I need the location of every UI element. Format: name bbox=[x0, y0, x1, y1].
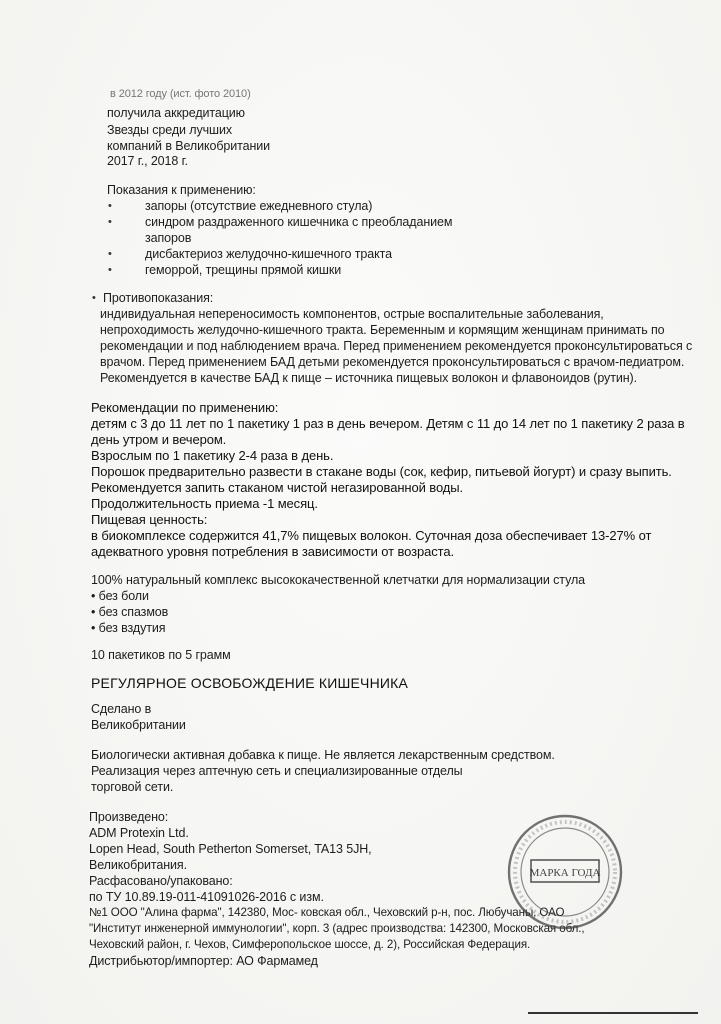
producer-line: Расфасовано/упаковано: bbox=[89, 874, 233, 888]
disclaimer-line: Реализация через аптечную сеть и специализированные отделы bbox=[91, 764, 463, 778]
producer-line: Произведено: bbox=[89, 810, 169, 824]
benefit-text: без боли bbox=[98, 589, 149, 603]
producer-line: Чеховский район, г. Чехов, Симферопольское шоссе, д. 2), Российская Федерация. bbox=[89, 938, 531, 951]
producer-line: "Институт инженерной иммунологии", корп. 3 (адрес производства: 142300, Московская обл., bbox=[89, 922, 585, 935]
bullet-icon: • bbox=[91, 621, 99, 635]
seal-stamp-icon bbox=[505, 812, 625, 932]
producer-line: Великобритания. bbox=[89, 858, 187, 872]
bullet-icon: • bbox=[108, 216, 112, 228]
indications-title: Показания к применению: bbox=[107, 183, 256, 197]
indication-item-cont: запоров bbox=[145, 231, 192, 245]
disclaimer-line: Биологически активная добавка к пище. Не является лекарственным средством. bbox=[91, 748, 555, 762]
usage-line: Продолжительность приема -1 месяц. bbox=[91, 496, 318, 511]
contraindications-line: рекомендации и под наблюдением врача. Перед применением рекомендуется проконсультироваться с bbox=[100, 339, 693, 353]
header-line-1: в 2012 году (ист. фото 2010) bbox=[110, 88, 251, 100]
producer-line: ADM Protexin Ltd. bbox=[89, 826, 189, 840]
benefit-item bbox=[91, 589, 149, 603]
bullet-icon: • bbox=[92, 292, 96, 304]
nutrition-line: адекватного уровня потребления в зависимости от возраста. bbox=[91, 544, 455, 559]
contraindications-line: индивидуальная непереносимость компонентов, острые воспалительные заболевания, bbox=[100, 307, 604, 321]
usage-line: детям с 3 до 11 лет по 1 пакетику 1 раз в день вечером. Детям с 11 до 14 лет по 1 пакетику 2 раза в bbox=[91, 416, 685, 431]
indication-item: дисбактериоз желудочно-кишечного тракта bbox=[145, 247, 392, 261]
contraindications-line: непроходимость желудочно-кишечного тракта. Беременным и кормящим женщинам принимать по bbox=[100, 323, 665, 337]
benefit-item bbox=[91, 621, 165, 635]
contraindications-title: Противопоказания: bbox=[103, 291, 214, 305]
bullet-icon: • bbox=[91, 589, 99, 603]
usage-line: Порошок предварительно развести в стакане воды (сок, кефир, питьевой йогурт) и сразу выпить. bbox=[91, 464, 672, 479]
origin-line-1: Сделано в bbox=[91, 702, 152, 716]
producer-line: по ТУ 10.89.19-011-41091026-2016 с изм. bbox=[89, 890, 324, 904]
usage-line: Взрослым по 1 пакетику 2-4 раза в день. bbox=[91, 448, 334, 463]
contraindications-line: врачом. Перед применением БАД детьми рекомендуется проконсультироваться с врачом-педиатром. bbox=[100, 355, 685, 369]
usage-line: день утром и вечером. bbox=[91, 432, 227, 447]
benefit-text: без спазмов bbox=[98, 605, 169, 619]
origin-line-2: Великобритании bbox=[91, 718, 186, 732]
producer-line: Lopen Head, South Petherton Somerset, TA13 5JH, bbox=[89, 842, 372, 856]
indication-item: геморрой, трещины прямой кишки bbox=[145, 263, 342, 277]
producer-line: Дистрибьютор/импортер: АО Фармамед bbox=[89, 954, 318, 968]
package-info: 10 пакетиков по 5 грамм bbox=[91, 648, 231, 662]
benefits-intro: 100% натуральный комплекс высококачественной клетчатки для нормализации стула bbox=[91, 573, 585, 587]
contraindications-line: Рекомендуется в качестве БАД к пище – источника пищевых волокон и флавоноидов (рутин). bbox=[100, 371, 637, 385]
signature-line bbox=[528, 1012, 698, 1014]
header-line-3: Звезды среди лучших bbox=[107, 123, 232, 137]
bullet-icon: • bbox=[108, 264, 112, 276]
nutrition-line: в биокомплексе содержится 41,7% пищевых волокон. Суточная доза обеспечивает 13-27% от bbox=[91, 528, 652, 543]
stamp-center-text: МАРКА ГОДА bbox=[529, 867, 601, 879]
header-line-2: получила аккредитацию bbox=[107, 106, 245, 120]
benefit-text: без вздутия bbox=[98, 621, 166, 635]
indication-item: синдром раздраженного кишечника с преобладанием bbox=[145, 215, 453, 229]
nutrition-title: Пищевая ценность: bbox=[91, 512, 208, 527]
slogan-heading: РЕГУЛЯРНОЕ ОСВОБОЖДЕНИЕ КИШЕЧНИКА bbox=[91, 675, 409, 691]
bullet-icon: • bbox=[108, 200, 112, 212]
usage-title: Рекомендации по применению: bbox=[91, 400, 279, 415]
indication-item: запоры (отсутствие ежедневного стула) bbox=[145, 199, 373, 213]
header-line-5: 2017 г., 2018 г. bbox=[107, 154, 188, 168]
bullet-icon: • bbox=[91, 605, 99, 619]
producer-line: №1 ООО "Алина фарма", 142380, Мос- ковская обл., Чеховский р-н, пос. Любучаны, ОАО bbox=[89, 906, 565, 919]
benefit-item bbox=[91, 605, 168, 619]
disclaimer-line: торговой сети. bbox=[91, 780, 174, 794]
bullet-icon: • bbox=[108, 248, 112, 260]
usage-line: Рекомендуется запить стаканом чистой негазированной воды. bbox=[91, 480, 464, 495]
header-line-4: компаний в Великобритании bbox=[107, 139, 271, 153]
